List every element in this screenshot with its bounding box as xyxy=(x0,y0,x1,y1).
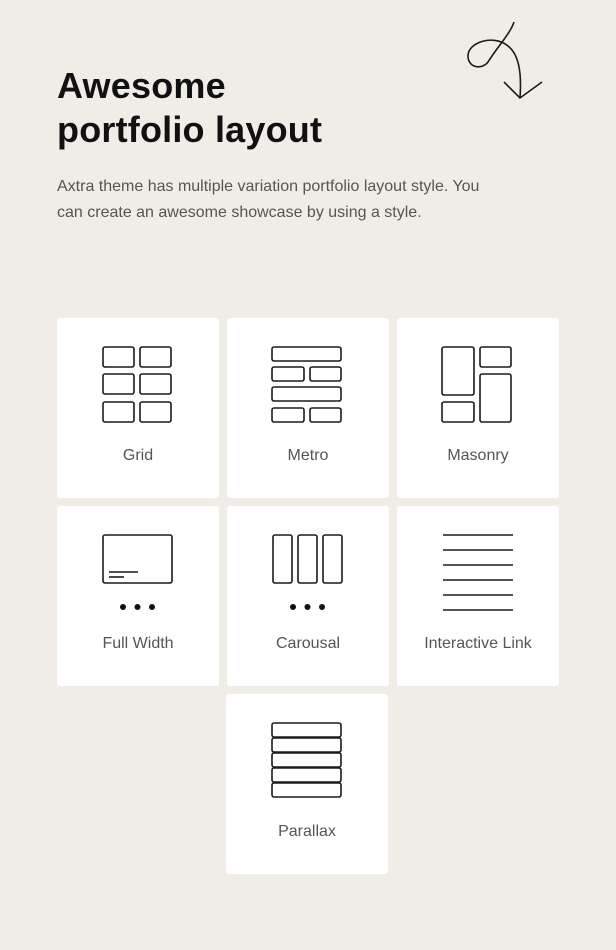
layout-card-carousal[interactable] xyxy=(227,506,389,686)
carousel-layout-icon xyxy=(270,534,346,614)
interactive-link-layout-icon xyxy=(440,534,516,614)
layout-label: Carousal xyxy=(275,635,341,652)
metro-layout-icon xyxy=(270,346,346,426)
layout-card-masonry[interactable] xyxy=(397,318,559,498)
parallax-layout-icon xyxy=(269,722,345,802)
layout-label: Grid xyxy=(122,447,154,464)
page-title: Awesome portfolio layout xyxy=(57,65,323,150)
masonry-layout-icon xyxy=(440,346,516,426)
layout-label: Parallax xyxy=(278,823,336,840)
layout-label: Masonry xyxy=(447,447,509,464)
layout-card-metro[interactable] xyxy=(227,318,389,498)
layout-card-interactive-link[interactable] xyxy=(397,506,559,686)
full-width-layout-icon xyxy=(100,534,176,614)
layout-card-parallax[interactable] xyxy=(226,694,388,874)
page-description: Axtra theme has multiple variation portfolio layout style. You can create an awesome showcase by using a style. xyxy=(57,178,480,221)
layout-card-grid[interactable] xyxy=(57,318,219,498)
layout-label: Metro xyxy=(287,447,329,464)
layout-label: Interactive Link xyxy=(424,635,532,652)
layout-label: Full Width xyxy=(102,635,174,652)
layout-card-full-width[interactable] xyxy=(57,506,219,686)
grid-layout-icon xyxy=(100,346,176,426)
decorative-curly-arrow-icon xyxy=(464,20,548,104)
